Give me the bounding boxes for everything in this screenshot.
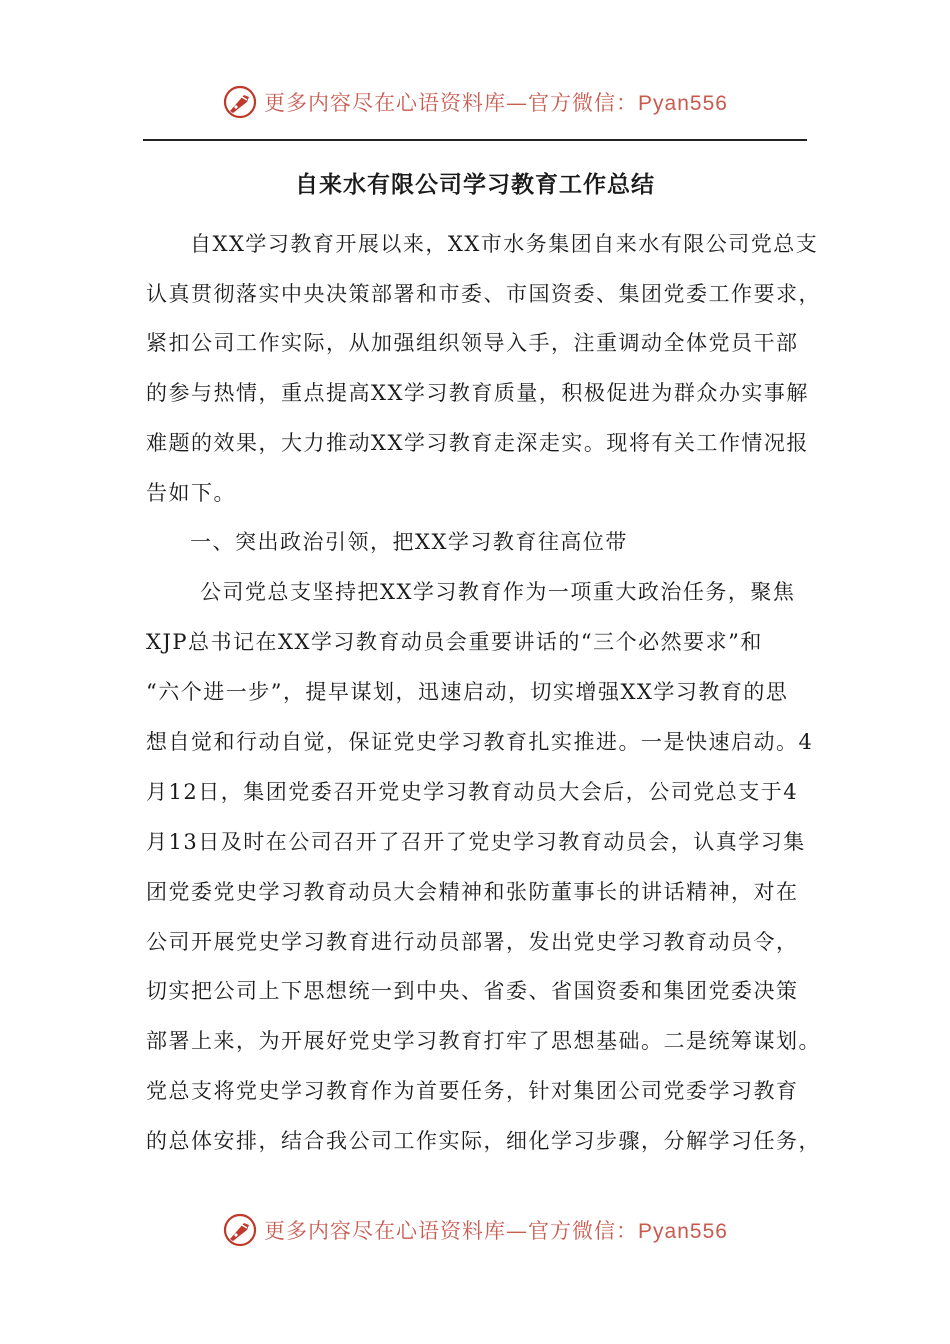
pen-nib-logo-icon: [222, 84, 258, 120]
body-line: 难题的效果，大力推动XX学习教育走深走实。现将有关工作情况报: [146, 431, 809, 455]
header-banner-text: 更多内容尽在心语资料库—官方微信：Pyan556: [264, 91, 728, 115]
body-line: 认真贯彻落实中央决策部署和市委、市国资委、集团党委工作要求，: [146, 282, 821, 306]
body-line: 告如下。: [146, 481, 236, 505]
body-line: 公司党总支坚持把XX学习教育作为一项重大政治任务，聚焦: [200, 580, 796, 604]
body-line: 月13日及时在公司召开了召开了党史学习教育动员会，认真学习集: [146, 830, 806, 854]
body-line: 公司开展党史学习教育进行动员部署，发出党史学习教育动员令，: [146, 930, 799, 954]
body-line: 想自觉和行动自觉，保证党史学习教育扎实推进。一是快速启动。4: [146, 730, 814, 754]
header-divider: [143, 139, 807, 141]
page-title: 自来水有限公司学习教育工作总结: [295, 172, 655, 198]
body-line: 月12日，集团党委召开党史学习教育动员大会后，公司党总支于4: [146, 780, 799, 804]
body-line: 部署上来，为开展好党史学习教育打牢了思想基础。二是统筹谋划。: [146, 1029, 821, 1053]
body-line: XJP总书记在XX学习教育动员会重要讲话的“三个必然要求”和: [146, 630, 763, 654]
body-line: 党总支将党史学习教育作为首要任务，针对集团公司党委学习教育: [146, 1079, 799, 1103]
section-heading: 一、突出政治引领，把XX学习教育往高位带: [190, 530, 628, 554]
body-line: 切实把公司上下思想统一到中央、省委、省国资委和集团党委决策: [146, 979, 799, 1003]
body-line: “六个进一步”，提早谋划，迅速启动，切实增强XX学习教育的思: [146, 680, 789, 704]
body-line: 团党委党史学习教育动员大会精神和张防董事长的讲话精神，对在: [146, 880, 799, 904]
body-line: 紧扣公司工作实际，从加强组织领导入手，注重调动全体党员干部: [146, 331, 799, 355]
body-line: 的总体安排，结合我公司工作实际，细化学习步骤，分解学习任务，: [146, 1129, 821, 1153]
footer-banner-text: 更多内容尽在心语资料库—官方微信：Pyan556: [264, 1219, 728, 1243]
header-banner: [0, 80, 950, 124]
body-line: 自XX学习教育开展以来，XX市水务集团自来水有限公司党总支: [190, 232, 819, 256]
footer-banner: [0, 1208, 950, 1252]
pen-nib-logo-icon: [222, 1212, 258, 1248]
body-line: 的参与热情，重点提高XX学习教育质量，积极促进为群众办实事解: [146, 381, 809, 405]
